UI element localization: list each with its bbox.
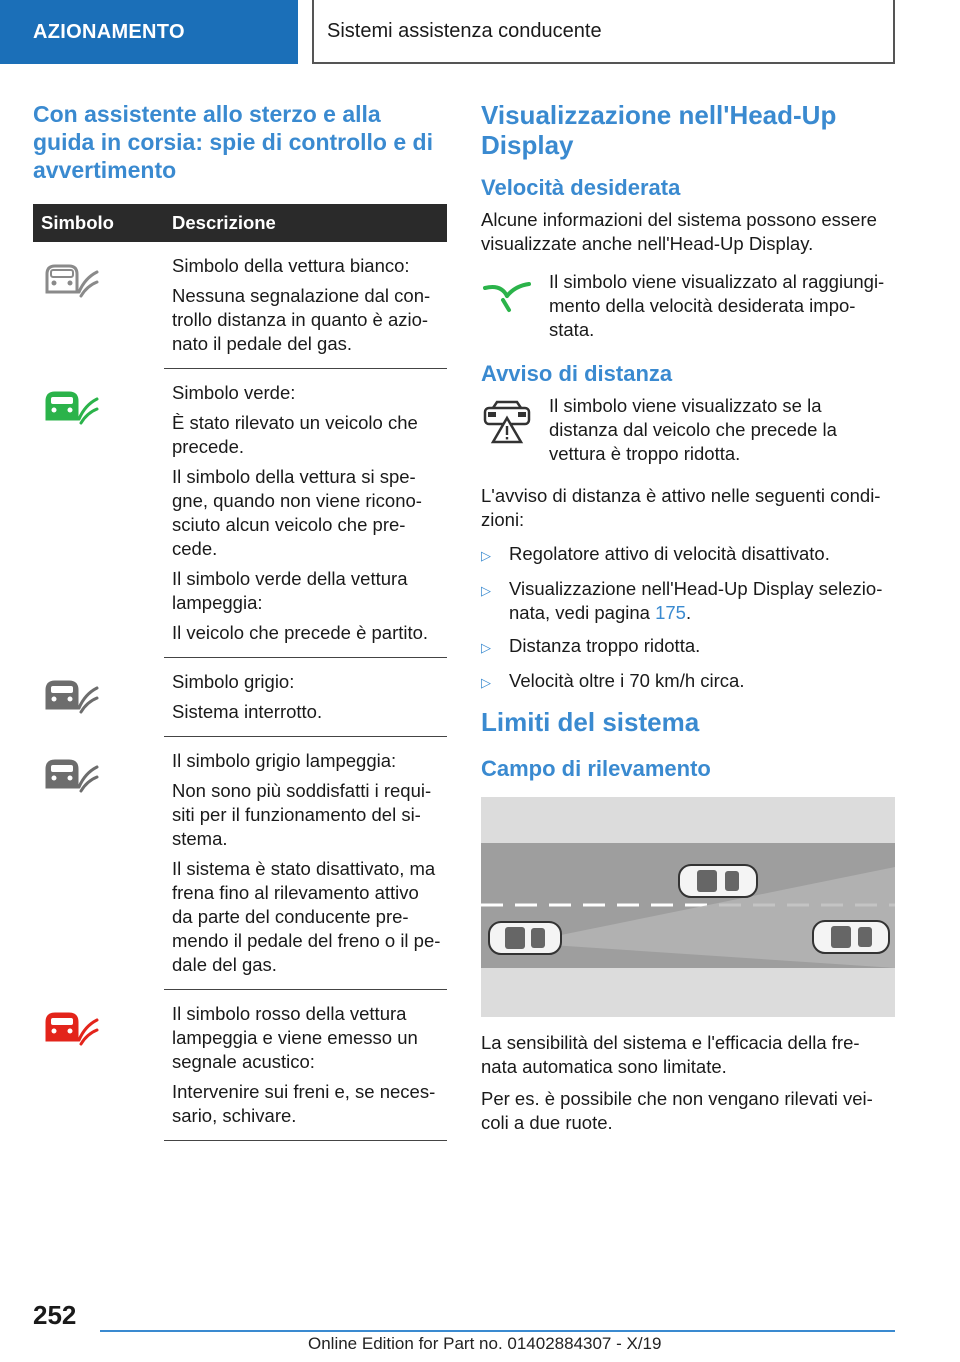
- page-number: 252: [33, 1300, 77, 1330]
- right-column: [481, 100, 895, 1135]
- description-line: Nessuna segnalazione dal con-trollo distanza in quanto è azio-nato il pedale del gas.: [172, 285, 431, 354]
- description-line: Il sistema è stato disattivato, ma frena fino al rilevamento attivo da parte del conducente pre-mendo il pedale del freno o il pe-dale del gas.: [172, 858, 441, 975]
- bullet-triangle-icon: ▷: [481, 675, 491, 690]
- edition-footer: Online Edition for Part no. 01402884307 - X/19: [308, 1334, 662, 1353]
- table-row: [33, 737, 447, 990]
- distance-info-row: [481, 394, 895, 466]
- table-header-row: [33, 204, 447, 242]
- description-line: Sistema interrotto.: [172, 701, 323, 722]
- list-item: ▷ Velocità oltre i 70 km/h circa.: [481, 669, 895, 695]
- description-line: Il simbolo grigio lampeggia:: [172, 750, 397, 771]
- description-line: Il simbolo rosso della vettura lampeggia e viene emesso un segnale acustico:: [172, 1003, 418, 1072]
- description-line: Simbolo verde:: [172, 382, 296, 403]
- car-grey-icon: [41, 672, 164, 716]
- limits-heading: Limiti del sistema: [481, 707, 700, 737]
- description-line: Simbolo grigio:: [172, 671, 295, 692]
- section-title: [312, 0, 895, 64]
- list-item: ▷ Distanza troppo ridotta.: [481, 634, 895, 660]
- hud-heading: Visualizzazione nell'Head-Up Display: [481, 100, 837, 160]
- distance-info-text: Il simbolo viene visualizzato se la distanza dal veicolo che precede la vettura è troppo ridotta.: [549, 395, 837, 464]
- list-item: ▷ Visualizzazione nell'Head-Up Display selezio-nata, vedi pagina 175.: [481, 578, 883, 623]
- table-row: [33, 369, 447, 658]
- symbol-table: [33, 204, 447, 1141]
- detection-range-illustration: [481, 797, 895, 1017]
- car-outline-white-icon: [41, 256, 164, 300]
- speed-arc-icon: [481, 270, 533, 342]
- limits-text-1: La sensibilità del sistema e l'efficacia della fre-nata automatica sono limitate.: [481, 1032, 860, 1077]
- car-ahead-icon: [679, 865, 757, 897]
- desired-speed-heading: Velocità desiderata: [481, 175, 681, 200]
- own-car-icon: [489, 922, 561, 954]
- detection-range-heading: Campo di rilevamento: [481, 756, 711, 781]
- left-heading: Con assistente allo sterzo e alla guida in corsia: spie di controllo e di avvertimento: [33, 101, 433, 183]
- conditions-list: [481, 542, 895, 695]
- footer-divider: [100, 1330, 895, 1332]
- left-column: [33, 100, 447, 1141]
- desired-speed-text: Alcune informazioni del sistema possono essere visualizzate anche nell'Head-Up Display.: [481, 209, 877, 254]
- description-line: Il veicolo che precede è partito.: [172, 622, 429, 643]
- description-line: È stato rilevato un veicolo che precede.: [172, 412, 418, 457]
- section-title-text: Sistemi assistenza conducente: [327, 19, 602, 42]
- column-header-description: Descrizione: [164, 204, 447, 242]
- distance-warning-heading: Avviso di distanza: [481, 361, 673, 386]
- page-link[interactable]: 175: [655, 602, 686, 623]
- bullet-triangle-icon: ▷: [481, 640, 491, 655]
- table-row: [33, 990, 447, 1141]
- car-red-icon: [41, 1004, 164, 1048]
- car-green-icon: [41, 383, 164, 427]
- table-row: [33, 658, 447, 737]
- limits-text-2: Per es. è possibile che non vengano rilevati vei-coli a due ruote.: [481, 1088, 873, 1133]
- list-item: ▷ Regolatore attivo di velocità disattivato.: [481, 542, 895, 568]
- bullet-triangle-icon: ▷: [481, 583, 491, 598]
- description-line: Il simbolo della vettura si spe-gne, quando non viene ricono-sciuto alcun veicolo che pre-cede.: [172, 466, 422, 559]
- car-grey-blink-icon: [41, 751, 164, 795]
- car-far-icon: [813, 921, 889, 953]
- distance-warning-icon: [481, 394, 533, 466]
- conditions-intro: L'avviso di distanza è attivo nelle seguenti condi-zioni:: [481, 485, 881, 530]
- speed-info-text: Il simbolo viene visualizzato al raggiungi-mento della velocità desiderata impo-stata.: [549, 271, 885, 340]
- description-line: Intervenire sui freni e, se neces-sario, schivare.: [172, 1081, 436, 1126]
- description-line: Simbolo della vettura bianco:: [172, 255, 410, 276]
- description-line: Non sono più soddisfatti i requi-siti per il funzionamento del si-stema.: [172, 780, 432, 849]
- table-row: [33, 242, 447, 369]
- chapter-tab[interactable]: AZIONAMENTO: [0, 0, 298, 64]
- description-line: Il simbolo verde della vettura lampeggia:: [172, 568, 408, 613]
- speed-info-row: [481, 270, 895, 342]
- column-header-symbol: Simbolo: [33, 204, 164, 242]
- bullet-triangle-icon: ▷: [481, 548, 491, 563]
